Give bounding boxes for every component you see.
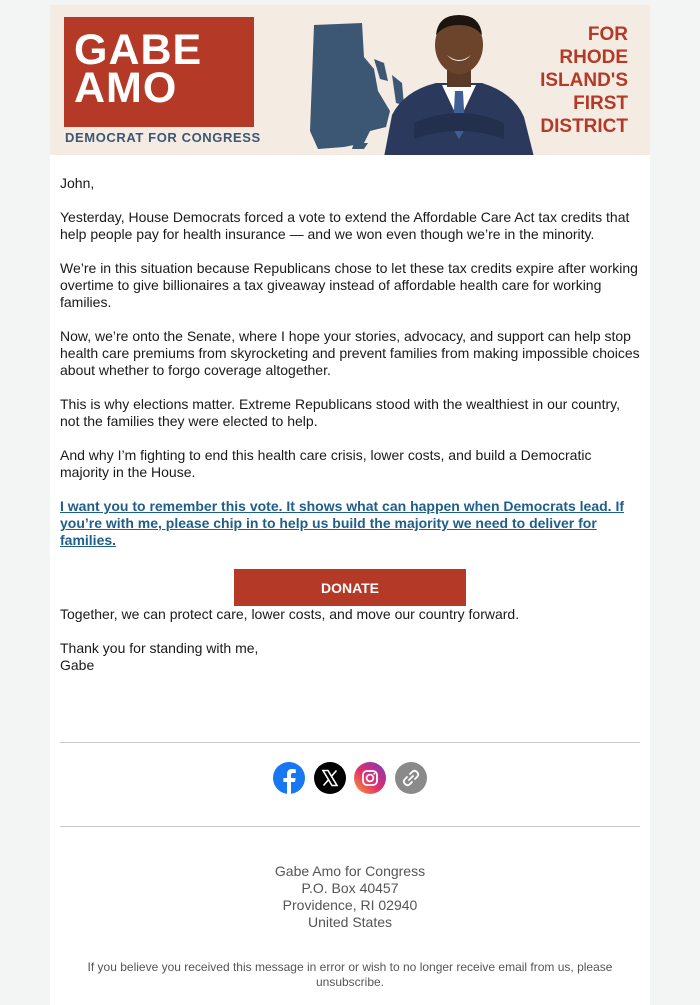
- campaign-logo: [64, 17, 254, 127]
- signoff: Thank you for standing with me,: [60, 640, 259, 656]
- logo-last-name: AMO: [74, 64, 178, 112]
- paragraph: We’re in this situation because Republicans chose to let these tax credits expire after working overtime to give billionaires a tax giveaway instead of affordable health care for working families.: [60, 260, 638, 310]
- signature: Gabe: [60, 657, 95, 673]
- donate-appeal-link[interactable]: I want you to remember this vote. It shows what can happen when Democrats lead. If you’re with me, please chip in to help us build the majority we need to deliver for families.: [60, 498, 625, 548]
- divider: [60, 742, 640, 743]
- district-line: ISLAND'S: [540, 70, 628, 91]
- donate-button[interactable]: DONATE: [234, 569, 466, 606]
- district-tagline: [508, 23, 628, 138]
- footer-org: Gabe Amo for Congress: [274, 863, 426, 879]
- footer-city: Providence, RI 02940: [282, 897, 418, 913]
- closing-paragraph: Together, we can protect care, lower costs, and move our country forward.: [60, 606, 520, 622]
- divider: [60, 826, 640, 827]
- district-line: DISTRICT: [540, 116, 628, 137]
- footer-address: [50, 863, 650, 931]
- logo-subtitle: DEMOCRAT FOR CONGRESS: [65, 130, 261, 145]
- paragraph: Yesterday, House Democrats forced a vote to extend the Affordable Care Act tax credits that help people pay for health insurance — and we won even though we’re in the minority.: [60, 209, 630, 242]
- greeting: John,: [60, 175, 95, 191]
- x-icon[interactable]: [314, 762, 346, 794]
- paragraph: And why I’m fighting to end this health care crisis, lower costs, and build a Democratic majority in the House.: [60, 447, 592, 480]
- paragraph: Now, we’re onto the Senate, where I hope your stories, advocacy, and support can help stop health care premiums from skyrocketing and prevent families from making impossible choices about whether to forgo coverage altogether.: [60, 328, 640, 378]
- logo-first-name: GABE: [74, 26, 203, 74]
- instagram-icon[interactable]: [354, 762, 386, 794]
- message-body: [60, 175, 640, 674]
- header-banner: [50, 5, 650, 155]
- district-line: FIRST: [573, 93, 628, 114]
- district-line: RHODE: [559, 47, 628, 68]
- link-icon[interactable]: [395, 762, 427, 794]
- unsubscribe-notice[interactable]: If you believe you received this message in error or wish to no longer receive email from us, please unsubscribe.: [87, 960, 613, 989]
- district-line: FOR: [587, 24, 628, 45]
- email-container: [50, 5, 650, 1005]
- paragraph: This is why elections matter. Extreme Republicans stood with the wealthiest in our country, not the families they were elected to help.: [60, 396, 620, 429]
- social-links: [50, 762, 650, 794]
- facebook-icon[interactable]: [273, 762, 305, 794]
- footer-country: United States: [307, 914, 393, 930]
- footer-po-box: P.O. Box 40457: [301, 880, 399, 896]
